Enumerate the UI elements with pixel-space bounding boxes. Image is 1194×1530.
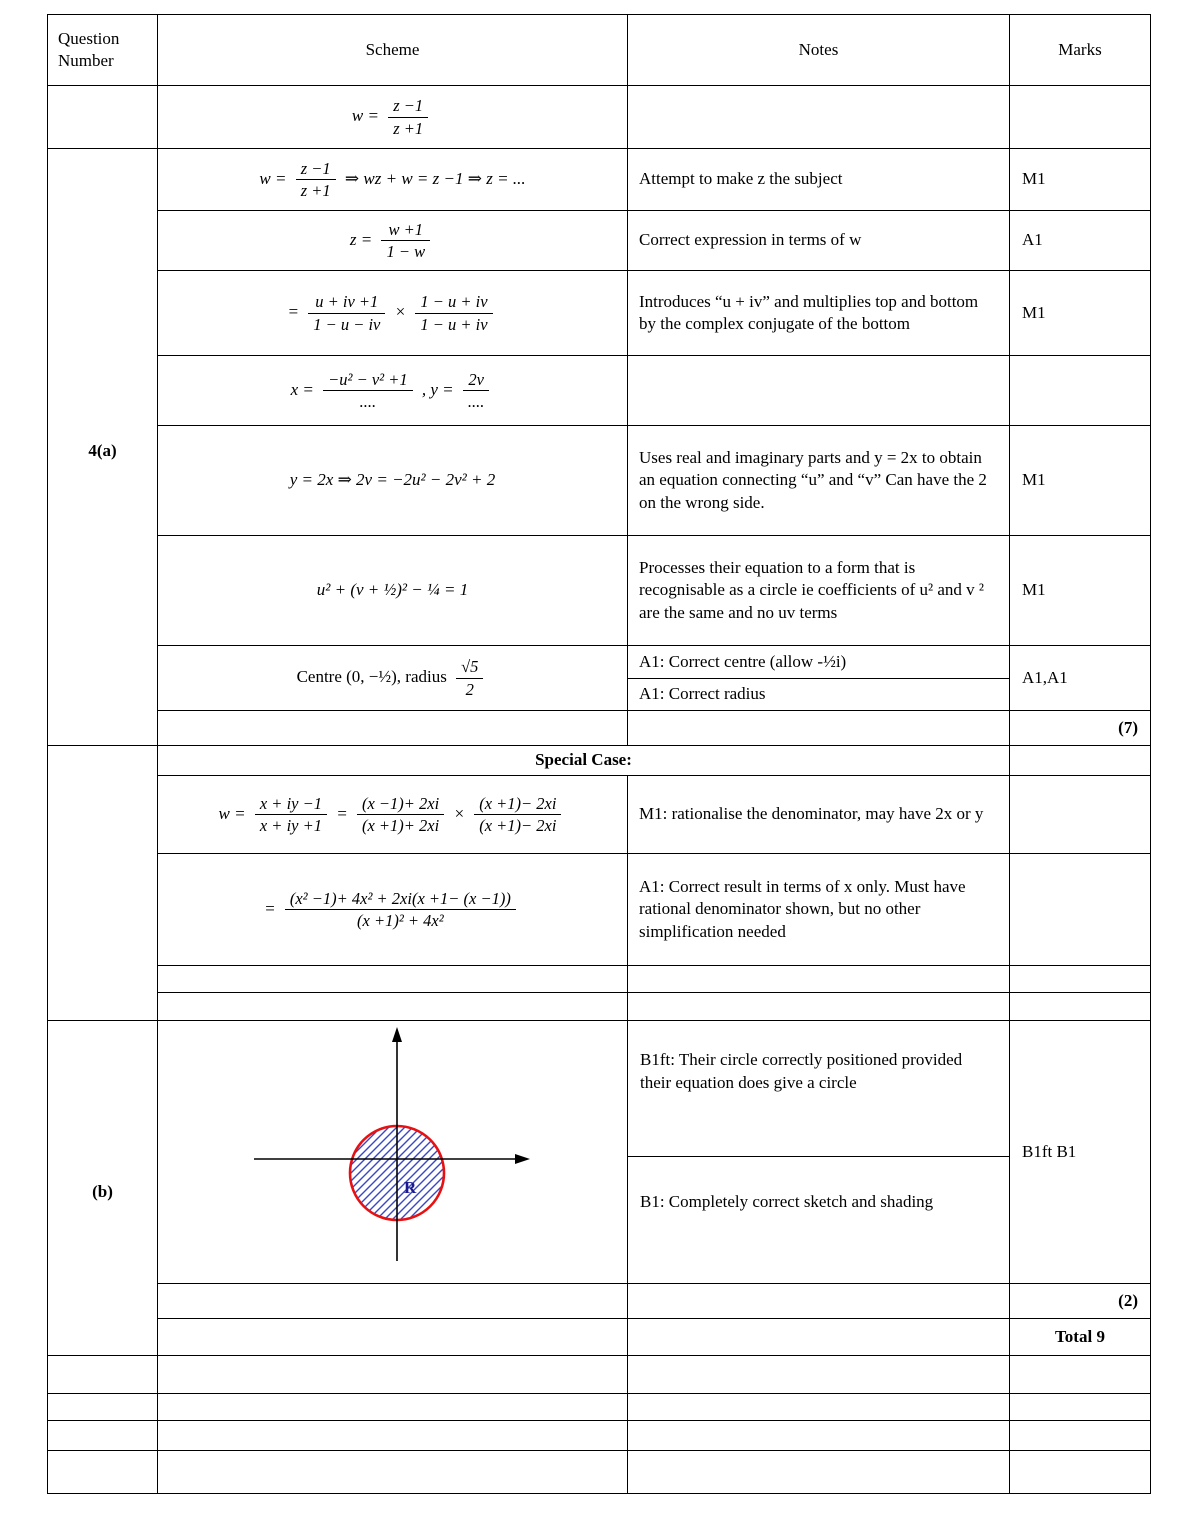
marks-cell-empty: [1010, 746, 1151, 776]
mark-subtotal-7: (7): [1010, 711, 1151, 746]
row-total: [48, 1319, 1151, 1356]
row-special-case-1: [48, 776, 1151, 854]
marks-cell-empty: [1010, 1394, 1151, 1421]
mark-a1: A1: [1010, 211, 1151, 271]
row-4a-4: [48, 356, 1151, 426]
scheme-formula-special-case-rationalise: w = $\frac{x + iy -1}{x + iy +1}$ = $\frac{(x -1)+ 2xi}{(x +1)+ 2xi}$ × $\frac{(x +1)- 2xi}{(x +1)- 2xi}$: [158, 776, 628, 854]
notes-cell-empty: [628, 1394, 1010, 1421]
note-correct-centre: A1: Correct centre (allow -½i): [628, 647, 1009, 679]
notes-cell-empty: [628, 86, 1010, 149]
marks-cell-empty: [1010, 1356, 1151, 1394]
scheme-cell-empty: [158, 711, 628, 746]
notes-cell-empty: [628, 966, 1010, 993]
row-4a-7: [48, 646, 1151, 711]
scheme-cell-empty: [158, 993, 628, 1021]
note-processes-equation: Processes their equation to a form that is recognisable as a circle ie coefficients of u² and v ² are the same and no uv terms: [628, 536, 1010, 646]
question-number-cell-empty: [48, 1394, 158, 1421]
note-b1ft-circle-positioned: B1ft: Their circle correctly positioned provided their equation does give a circle: [628, 1023, 1009, 1157]
notes-cell-empty: [628, 1451, 1010, 1494]
header-notes: Notes: [628, 15, 1010, 86]
scheme-formula-special-case-result: = $\frac{\text{(x² −1)+ 4x² + 2xi(x +1− (x −1))}}{\text{(x +1)² + 4x²}}$: [158, 854, 628, 966]
row-special-case-2: [48, 854, 1151, 966]
scheme-cell-empty: [158, 1284, 628, 1319]
note-uses-real-imaginary: Uses real and imaginary parts and y = 2x to obtain an equation connecting “u” and “v” Can have the 2 on the wrong side.: [628, 426, 1010, 536]
sketch-cell: [158, 1021, 628, 1284]
notes-cell-empty: [628, 711, 1010, 746]
notes-split-cell: [628, 646, 1010, 711]
mark-b1ft-b1: B1ft B1: [1010, 1021, 1151, 1284]
region-label: R: [403, 1178, 416, 1197]
scheme-formula-conjugate-multiply: = $\frac{u + iv +1}{1 - u - iv}$ × $\frac{1 - u + iv}{1 - u + iv}$: [158, 271, 628, 356]
row-4a-1: [48, 149, 1151, 211]
note-a1-correct-result: A1: Correct result in terms of x only. Must have rational denominator shown, but no other simplification needed: [628, 854, 1010, 966]
table-header-row: [48, 15, 1151, 86]
note-attempt-subject: Attempt to make z the subject: [628, 149, 1010, 211]
mark-m1: M1: [1010, 426, 1151, 536]
scheme-formula-w-definition: w = $\frac{z -1}{z +1}$: [158, 86, 628, 149]
row-empty: [48, 1421, 1151, 1451]
notes-cell-empty: [628, 356, 1010, 426]
header-question-number: Question Number: [48, 15, 158, 86]
row-4a-2: [48, 211, 1151, 271]
notes-cell-empty: [628, 993, 1010, 1021]
mark-m1: M1: [1010, 536, 1151, 646]
marks-cell-empty: [1010, 86, 1151, 149]
question-number-cell-empty: [48, 1356, 158, 1394]
scheme-formula-make-z-subject: w = $\frac{z -1}{z +1}$ ⇒ wz + w = z −1 ⇒ z = ...: [158, 149, 628, 211]
row-4a-subtotal: [48, 711, 1151, 746]
mark-scheme-table: [47, 14, 1151, 1494]
notes-cell-empty: [628, 1356, 1010, 1394]
notes-cell-empty: [628, 1421, 1010, 1451]
mark-m1: M1: [1010, 271, 1151, 356]
notes-cell-empty: [628, 1319, 1010, 1356]
row-empty: [48, 966, 1151, 993]
question-number-cell-empty: [48, 1421, 158, 1451]
row-empty: [48, 1356, 1151, 1394]
row-special-case-label: [48, 746, 1151, 776]
scheme-cell-empty: [158, 1451, 628, 1494]
row-4a-6: [48, 536, 1151, 646]
question-number-cell-empty: [48, 1451, 158, 1494]
mark-a1-a1: A1,A1: [1010, 646, 1151, 711]
scheme-cell-empty: [158, 1356, 628, 1394]
row-intro: [48, 86, 1151, 149]
row-empty: [48, 1394, 1151, 1421]
header-scheme: Scheme: [158, 15, 628, 86]
scheme-formula-z-in-terms-of-w: z = $\frac{w +1}{1 - w}$: [158, 211, 628, 271]
question-number-cell-empty: [48, 86, 158, 149]
note-b1-correct-sketch: B1: Completely correct sketch and shading: [640, 1192, 934, 1212]
mark-subtotal-2: (2): [1010, 1284, 1151, 1319]
scheme-cell-empty: [158, 966, 628, 993]
x-axis-arrowhead: [515, 1154, 530, 1164]
row-4a-3: [48, 271, 1151, 356]
scheme-cell-empty: [158, 1421, 628, 1451]
notes-split-cell: [628, 1021, 1010, 1284]
mark-m1: M1: [1010, 149, 1151, 211]
header-marks: Marks: [1010, 15, 1151, 86]
notes-split-wrap: [628, 647, 1009, 710]
note-correct-expression: Correct expression in terms of w: [628, 211, 1010, 271]
marks-cell-empty: [1010, 966, 1151, 993]
figure-sketch: [159, 1021, 627, 1277]
note-correct-radius: A1: Correct radius: [639, 683, 766, 703]
notes-cell-empty: [628, 1284, 1010, 1319]
scheme-formula-x-and-y-parts: x = $\frac{\text{−u² − v² +1}}{....}$ , y = $\frac{2v}{....}$: [158, 356, 628, 426]
question-number-4b: (b): [48, 1021, 158, 1356]
question-number-cell-empty: [48, 746, 158, 1021]
marks-cell-empty: [1010, 854, 1151, 966]
row-empty-last: [48, 1451, 1151, 1494]
mark-total-9: Total 9: [1010, 1319, 1151, 1356]
y-axis-arrowhead: [392, 1027, 402, 1042]
marks-cell-absent: [1010, 1451, 1151, 1494]
scheme-formula-y-equals-2x: y = 2x ⇒ 2v = −2u² − 2v² + 2: [158, 426, 628, 536]
notes-split-wrap: [628, 1023, 1009, 1281]
note-m1-rationalise: M1: rationalise the denominator, may have 2x or y: [628, 776, 1010, 854]
marks-cell-empty: [1010, 1421, 1151, 1451]
scheme-centre-radius: Centre (0, −½), radius $\frac{√5}{2}$: [158, 646, 628, 711]
row-4b: [48, 1021, 1151, 1284]
marks-cell-empty: [1010, 356, 1151, 426]
row-4a-5: [48, 426, 1151, 536]
question-number-4a: 4(a): [48, 149, 158, 746]
note-introduces-uiv: Introduces “u + iv” and multiplies top and bottom by the complex conjugate of the bottom: [628, 271, 1010, 356]
scheme-formula-circle-form: u² + (v + ½)² − ¼ = 1: [158, 536, 628, 646]
marks-cell-empty: [1010, 776, 1151, 854]
special-case-heading: Special Case:: [158, 746, 1010, 776]
scheme-cell-empty: [158, 1319, 628, 1356]
marks-cell-empty: [1010, 993, 1151, 1021]
row-empty: [48, 993, 1151, 1021]
row-4b-subtotal: [48, 1284, 1151, 1319]
scheme-cell-empty: [158, 1394, 628, 1421]
